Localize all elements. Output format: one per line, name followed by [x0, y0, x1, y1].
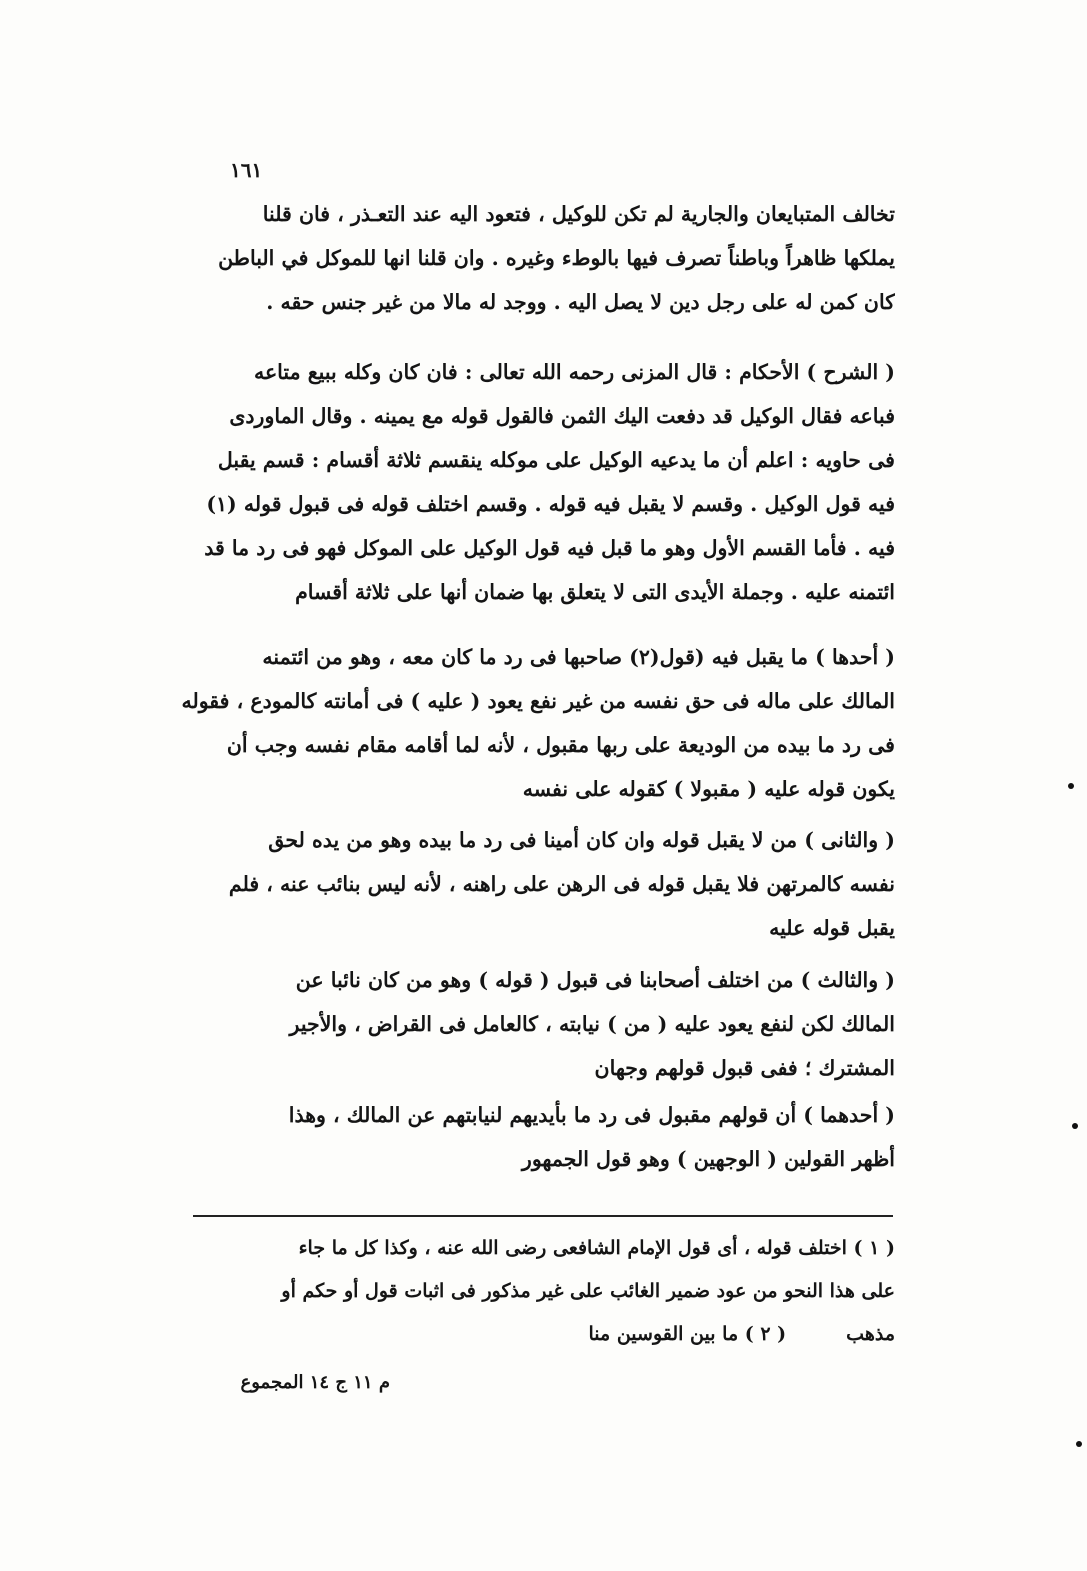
footnotes	[175, 1227, 895, 1356]
text-line: نفسه كالمرتهن فلا يقبل قوله فى الرهن على راهنه ، لأنه ليس بنائب عنه ، فلم	[228, 872, 895, 896]
paragraph-fourth	[180, 1093, 895, 1181]
footnote-row	[175, 1313, 895, 1356]
footnote-separator	[193, 1215, 893, 1217]
footnote-last-word: مذهب	[846, 1323, 895, 1345]
text-line: فى رد ما بيده من الوديعة على ربها مقبول ، لأنه لما أقامه مقام نفسه وجب أن	[226, 733, 895, 757]
footnote-line: على هذا النحو من عود ضمير الغائب على غير مذكور فى اثبات قول أو حكم أو	[281, 1280, 895, 1302]
text-line: المالك على ماله فى حق نفسه من غير نفع يعود ( عليه ) فى أمانته كالمودع ، فقوله	[181, 689, 895, 713]
intro-text-block	[180, 192, 895, 324]
text-line: ( والثالث ) من اختلف أصحابنا فى قبول ( قوله ) وهو من كان نائبا عن	[295, 968, 895, 992]
footnote-line: ( ١ ) اختلف قوله ، أى قول الإمام الشافعى رضى الله عنه ، وكذا كل ما جاء	[298, 1237, 895, 1259]
paragraph-second	[180, 818, 895, 950]
text-line: ( أحدها ) ما يقبل فيه (قول(٢) صاحبها فى رد ما كان معه ، وهو من ائتمنه	[262, 645, 895, 669]
footnote-2: ( ٢ ) ما بين القوسين منا	[588, 1323, 787, 1345]
signature-mark: م ١١ ج ١٤ المجموع	[240, 1372, 390, 1393]
text-line: فيه قول الوكيل . وقسم لا يقبل فيه قوله . وقسم اختلف قوله فى قبول قوله (١)	[206, 492, 895, 516]
text-line: المالك لكن لنفع يعود عليه ( من ) نيابته ، كالعامل فى القراض ، والأجير	[289, 1012, 895, 1036]
text-line: ( والثانى ) من لا يقبل قوله وان كان أمينا فى رد ما بيده وهو من يده لحق	[268, 828, 895, 852]
text-line: ائتمنه عليه . وجملة الأيدى التى لا يتعلق بها ضمان أنها على ثلاثة أقسام	[295, 580, 895, 604]
text-line: تخالف المتبايعان والجارية لم تكن للوكيل ، فتعود اليه عند التعـذر ، فان قلنا	[262, 202, 895, 226]
text-line: يقبل قوله عليه	[769, 916, 895, 940]
text-line: يكون قوله عليه ( مقبولا ) كقوله على نفسه	[522, 777, 895, 801]
scan-speck	[1076, 1441, 1082, 1447]
text-line: ( أحدهما ) أن قولهم مقبول فى رد ما بأيديهم لنيابتهم عن المالك ، وهذا	[288, 1103, 895, 1127]
text-line: المشترك ؛ ففى قبول قولهم وجهان	[594, 1056, 895, 1080]
text-line: فباعه فقال الوكيل قد دفعت اليك الثمن فالقول قوله مع يمينه . وقال الماوردى	[229, 404, 895, 428]
paragraph-first	[180, 635, 895, 811]
commentary-block	[180, 350, 895, 614]
scan-speck	[1072, 1123, 1078, 1129]
page-number: ١٦١	[230, 158, 263, 182]
text-line: ( الشرح ) الأحكام : قال المزنى رحمه الله تعالى : فان كان وكله ببيع متاعه	[253, 360, 895, 384]
text-line: فيه . فأما القسم الأول وهو ما قبل فيه قول الوكيل على الموكل فهو فى رد ما قد	[204, 536, 895, 560]
paragraph-third	[180, 958, 895, 1090]
text-line: يملكها ظاهراً وباطناً تصرف فيها بالوطء وغيره . وان قلنا انها للموكل في الباطن	[218, 246, 895, 270]
text-line: فى حاويه : اعلم أن ما يدعيه الوكيل على موكله ينقسم ثلاثة أقسام : قسم يقبل	[217, 448, 895, 472]
text-line: أظهر القولين ( الوجهين ) وهو قول الجمهور	[521, 1147, 895, 1171]
text-line: كان كمن له على رجل دين لا يصل اليه . ووجد له مالا من غير جنس حقه .	[266, 290, 895, 314]
scan-speck	[1068, 783, 1074, 789]
